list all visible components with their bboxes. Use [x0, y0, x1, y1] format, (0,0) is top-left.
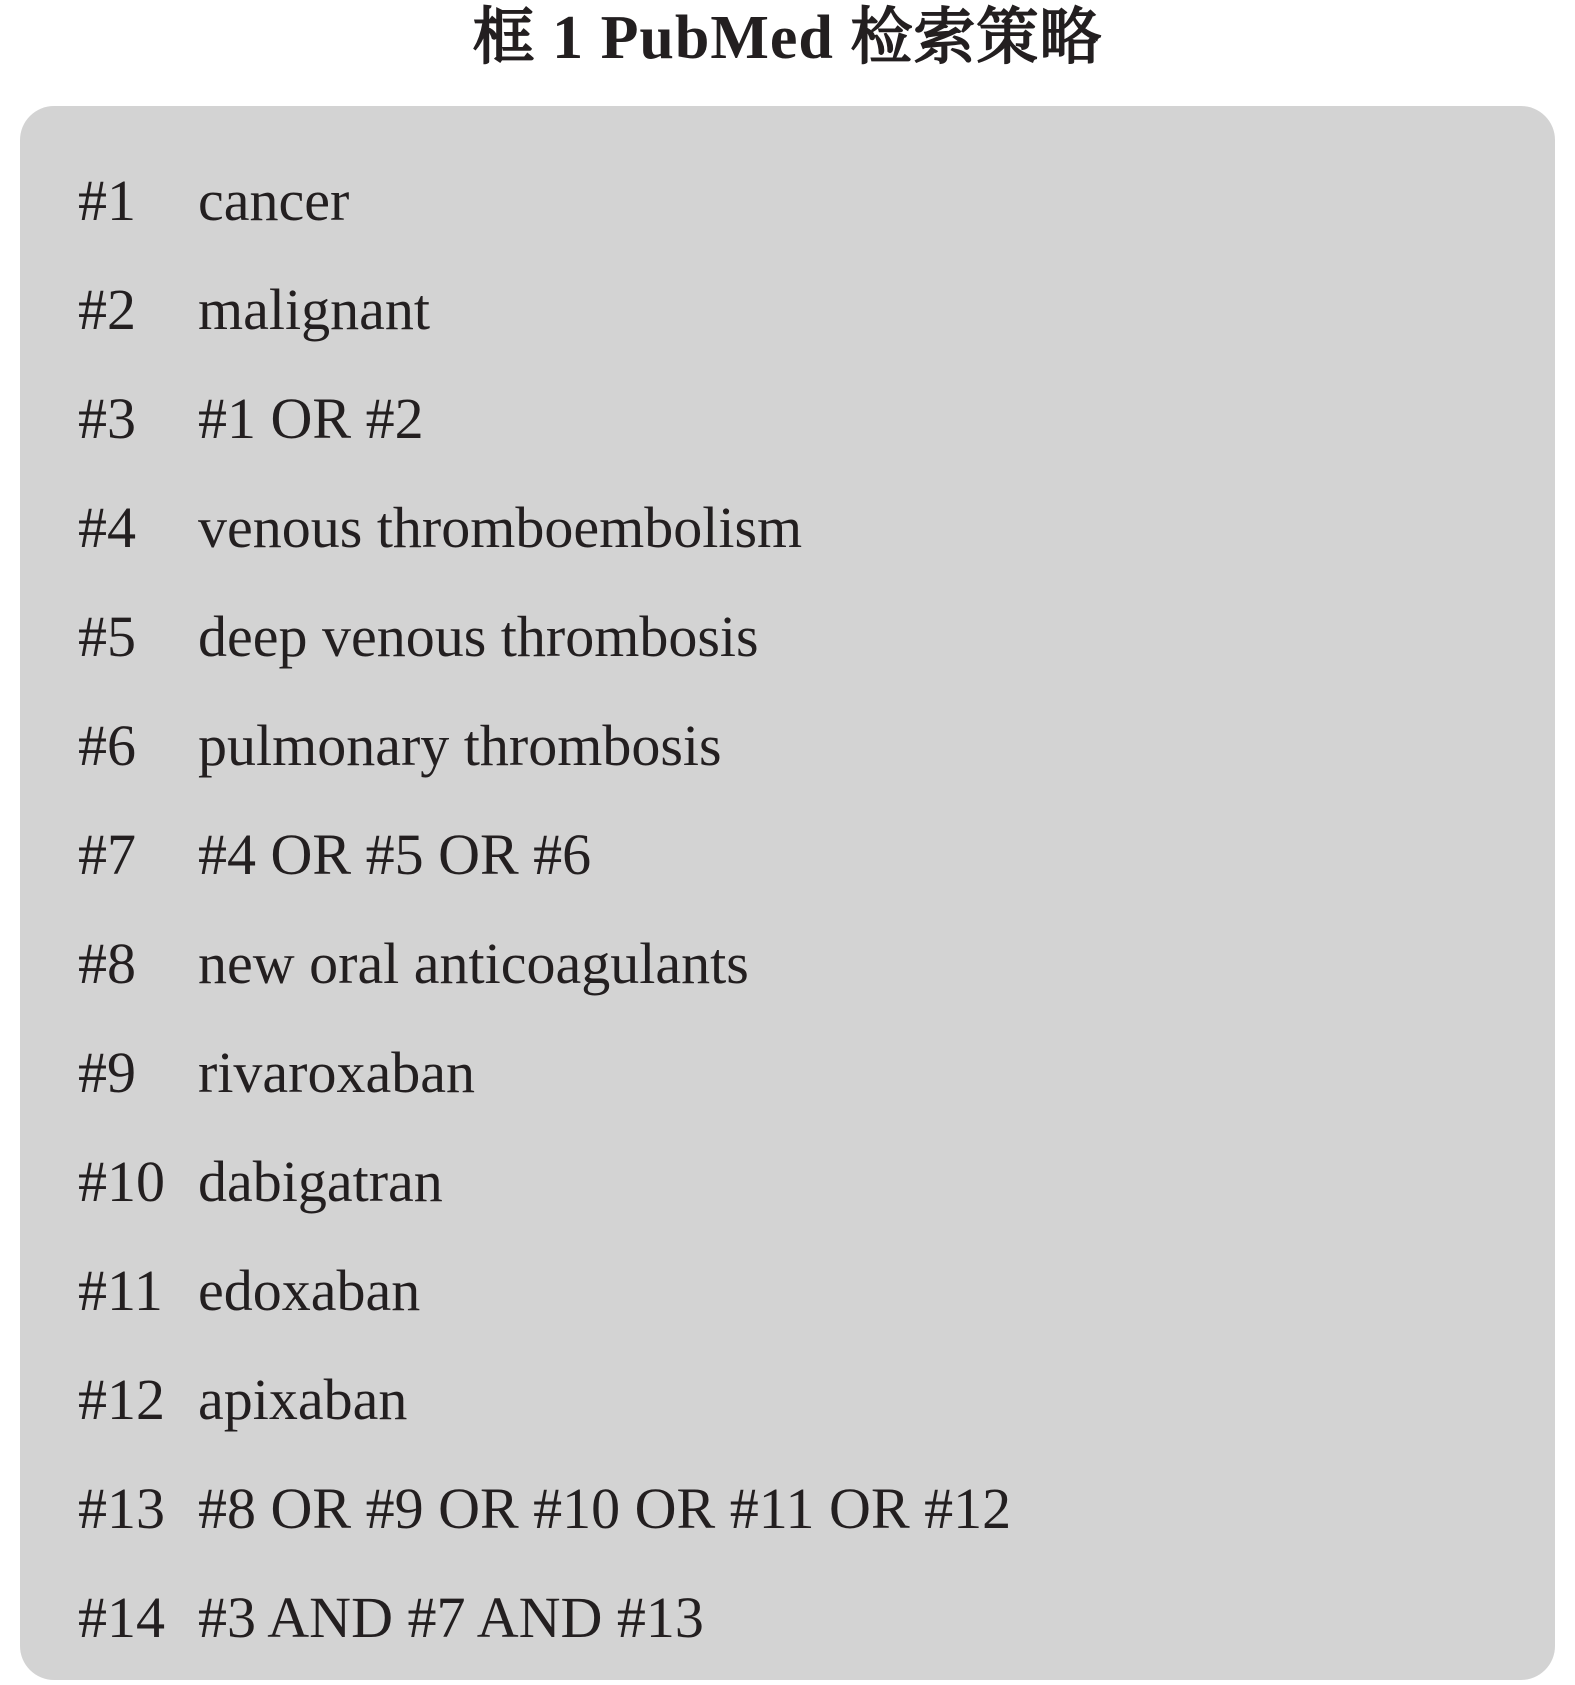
- row-term: venous thromboembolism: [198, 495, 803, 560]
- row-number: #12: [78, 1367, 165, 1432]
- row-number: #10: [78, 1149, 165, 1214]
- search-row-10: [78, 1127, 1011, 1236]
- search-row-3: [78, 364, 1011, 473]
- row-term: cancer: [198, 168, 350, 233]
- search-row-5: [78, 582, 1011, 691]
- row-term: dabigatran: [198, 1149, 443, 1214]
- search-row-7: [78, 800, 1011, 909]
- row-term: #4 OR #5 OR #6: [198, 822, 592, 887]
- search-row-8: [78, 909, 1011, 1018]
- row-number: #8: [78, 931, 136, 996]
- row-number: #13: [78, 1476, 165, 1541]
- row-term: apixaban: [198, 1367, 408, 1432]
- row-term: #3 AND #7 AND #13: [198, 1585, 704, 1650]
- row-number: #9: [78, 1040, 136, 1105]
- search-row-6: [78, 691, 1011, 800]
- box-title: 框 1 PubMed 检索策略: [472, 4, 1103, 72]
- row-term: edoxaban: [198, 1258, 421, 1323]
- search-row-14: [78, 1563, 1011, 1672]
- row-term: new oral anticoagulants: [198, 931, 749, 996]
- row-number: #1: [78, 168, 136, 233]
- row-number: #14: [78, 1585, 165, 1650]
- row-number: #4: [78, 495, 136, 560]
- row-number: #7: [78, 822, 136, 887]
- search-row-12: [78, 1345, 1011, 1454]
- search-row-2: [78, 255, 1011, 364]
- search-row-13: [78, 1454, 1011, 1563]
- row-term: #1 OR #2: [198, 386, 424, 451]
- row-term: pulmonary thrombosis: [198, 713, 722, 778]
- row-term: rivaroxaban: [198, 1040, 475, 1105]
- row-number: #3: [78, 386, 136, 451]
- search-strategy-box: [20, 106, 1555, 1680]
- row-term: deep venous thrombosis: [198, 604, 759, 669]
- search-row-9: [78, 1018, 1011, 1127]
- row-term: #8 OR #9 OR #10 OR #11 OR #12: [198, 1476, 1012, 1541]
- row-number: #11: [78, 1258, 163, 1323]
- search-row-1: [78, 146, 1011, 255]
- search-row-11: [78, 1236, 1011, 1345]
- row-number: #2: [78, 277, 136, 342]
- search-row-4: [78, 473, 1011, 582]
- row-number: #6: [78, 713, 136, 778]
- search-strategy-list: [78, 146, 1011, 1672]
- row-term: malignant: [198, 277, 430, 342]
- row-number: #5: [78, 604, 136, 669]
